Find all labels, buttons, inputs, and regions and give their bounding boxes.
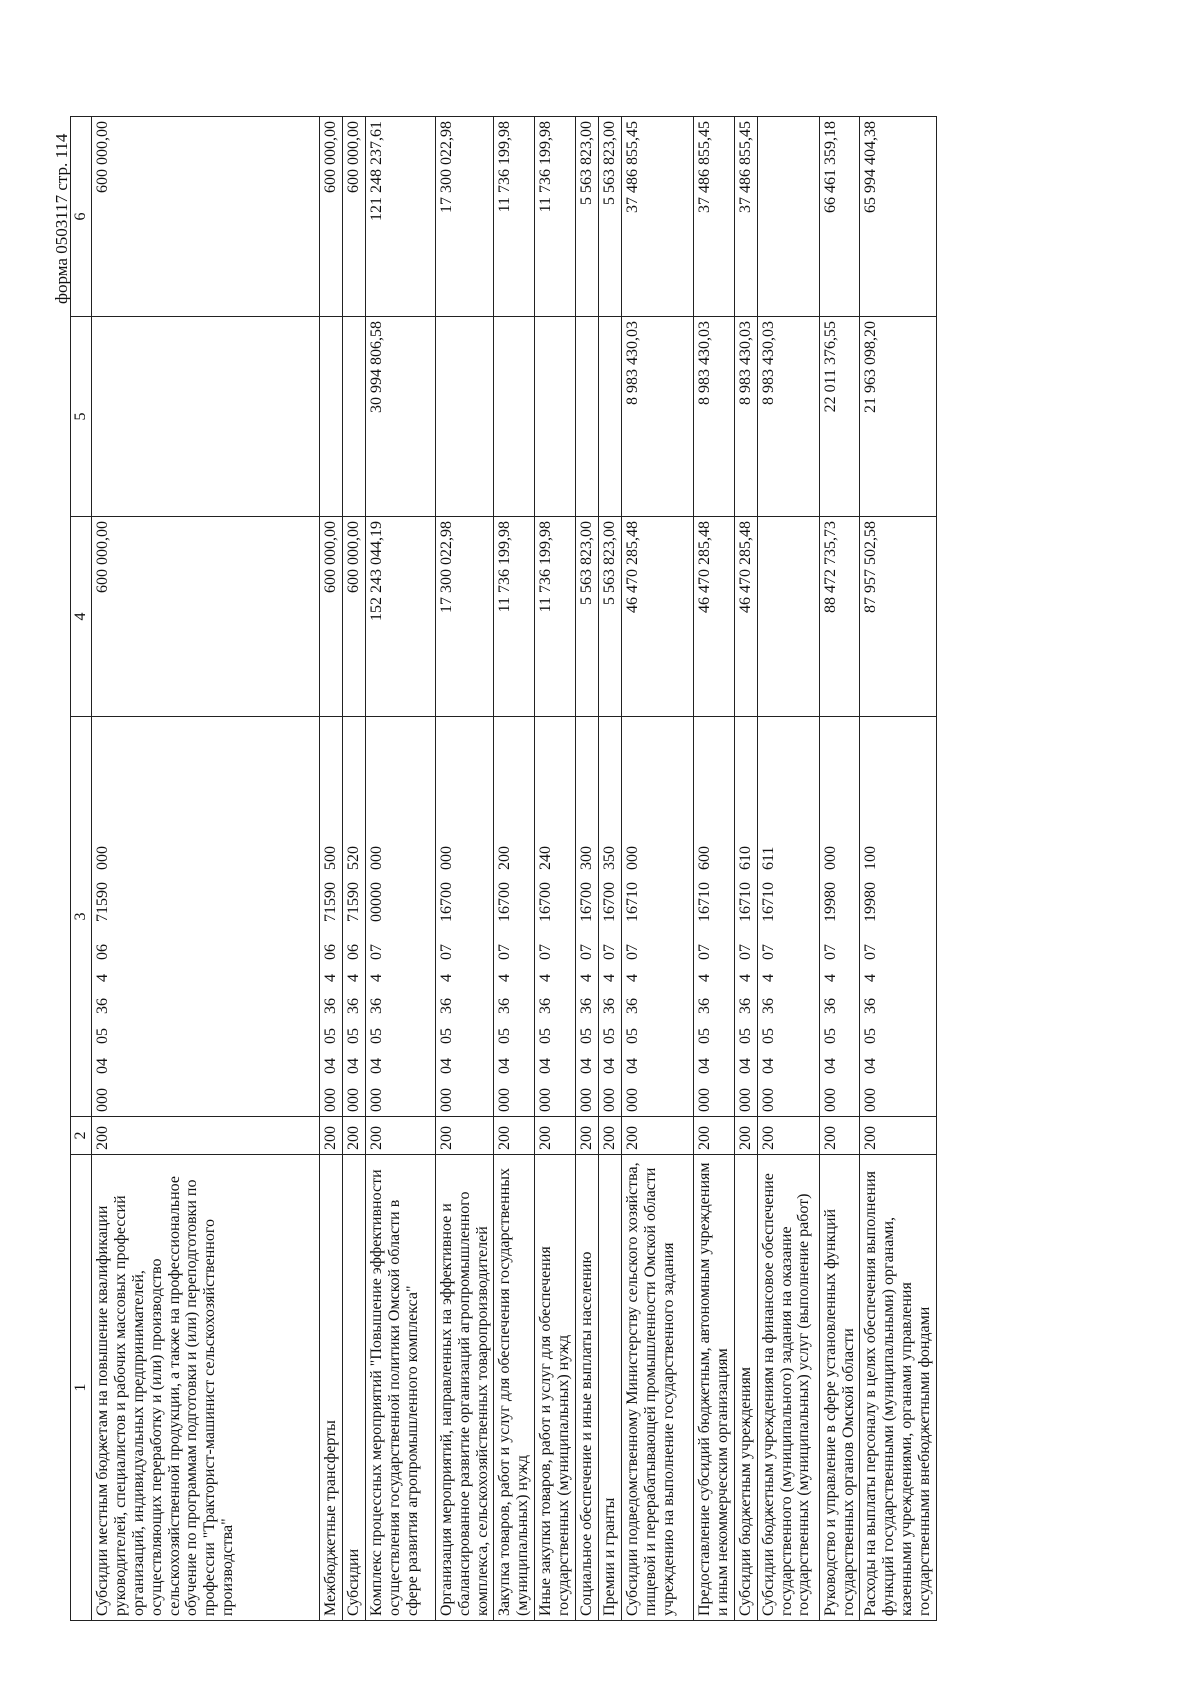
row-budget-code bbox=[621, 717, 693, 1117]
code-part: 36 bbox=[695, 998, 713, 1014]
code-part: 000 bbox=[695, 1088, 713, 1112]
code-part: 16700 bbox=[496, 882, 514, 922]
row-amount-c4: 600 000,00 bbox=[319, 517, 342, 717]
header-col-4: 4 bbox=[71, 517, 92, 717]
code-part: 04 bbox=[695, 1058, 713, 1074]
table-row bbox=[621, 117, 693, 1621]
row-amount-c6: 65 994 404,38 bbox=[860, 117, 937, 317]
row-amount-c4: 600 000,00 bbox=[91, 517, 319, 717]
row-line-code: 200 bbox=[91, 1117, 319, 1155]
code-part: 04 bbox=[578, 1058, 596, 1074]
table-row bbox=[757, 117, 819, 1621]
row-budget-code bbox=[576, 717, 599, 1117]
code-part: 07 bbox=[578, 944, 596, 960]
row-budget-code bbox=[734, 717, 757, 1117]
code-part: 4 bbox=[695, 974, 713, 982]
row-amount-c5: 22 011 376,55 bbox=[819, 317, 860, 517]
code-part: 04 bbox=[321, 1058, 339, 1074]
code-part: 36 bbox=[821, 998, 839, 1014]
table-row bbox=[535, 117, 576, 1621]
code-part: 240 bbox=[537, 846, 555, 870]
code-part: 04 bbox=[437, 1058, 455, 1074]
code-part: 000 bbox=[862, 1088, 880, 1112]
table-row bbox=[319, 117, 342, 1621]
row-name: Расходы на выплаты персоналу в целях обеспечения выполнения функций государственными (муниципальными) органами, казенными учреждениями, органами управления государственными внебюджетными фондами bbox=[860, 1155, 937, 1621]
code-part: 36 bbox=[578, 998, 596, 1014]
row-name: Иные закупки товаров, работ и услуг для обеспечения государственных (муниципальных) нужд bbox=[535, 1155, 576, 1621]
row-amount-c4: 5 563 823,00 bbox=[598, 517, 621, 717]
code-part: 71590 bbox=[321, 882, 339, 922]
code-part: 4 bbox=[736, 974, 754, 982]
header-row bbox=[71, 117, 92, 1621]
code-part: 000 bbox=[367, 1088, 385, 1112]
code-part: 07 bbox=[496, 944, 514, 960]
code-part: 04 bbox=[537, 1058, 555, 1074]
code-part: 07 bbox=[862, 944, 880, 960]
code-part: 000 bbox=[821, 1088, 839, 1112]
code-part: 06 bbox=[93, 944, 111, 960]
row-amount-c4: 17 300 022,98 bbox=[435, 517, 494, 717]
row-budget-code bbox=[757, 717, 819, 1117]
code-part: 05 bbox=[321, 1028, 339, 1044]
row-amount-c4: 600 000,00 bbox=[342, 517, 365, 717]
row-line-code: 200 bbox=[860, 1117, 937, 1155]
row-line-code: 200 bbox=[621, 1117, 693, 1155]
code-part: 36 bbox=[344, 998, 362, 1014]
code-part: 07 bbox=[695, 944, 713, 960]
row-line-code: 200 bbox=[598, 1117, 621, 1155]
row-line-code: 200 bbox=[819, 1117, 860, 1155]
code-part: 71590 bbox=[344, 882, 362, 922]
table-row bbox=[819, 117, 860, 1621]
code-part: 07 bbox=[367, 944, 385, 960]
code-part: 19980 bbox=[862, 882, 880, 922]
code-part: 05 bbox=[496, 1028, 514, 1044]
row-budget-code bbox=[819, 717, 860, 1117]
row-amount-c6: 37 486 855,45 bbox=[693, 117, 734, 317]
header-col-2: 2 bbox=[71, 1117, 92, 1155]
code-part: 4 bbox=[578, 974, 596, 982]
row-amount-c6: 5 563 823,00 bbox=[576, 117, 599, 317]
row-amount-c6: 17 300 022,98 bbox=[435, 117, 494, 317]
code-part: 07 bbox=[759, 944, 777, 960]
code-part: 000 bbox=[736, 1088, 754, 1112]
row-name: Субсидии бюджетным учреждениям bbox=[734, 1155, 757, 1621]
code-part: 07 bbox=[821, 944, 839, 960]
row-budget-code bbox=[535, 717, 576, 1117]
code-part: 05 bbox=[578, 1028, 596, 1044]
code-part: 4 bbox=[821, 974, 839, 982]
table-row bbox=[435, 117, 494, 1621]
code-part: 4 bbox=[537, 974, 555, 982]
row-amount-c4: 5 563 823,00 bbox=[576, 517, 599, 717]
code-part: 000 bbox=[93, 846, 111, 870]
code-part: 000 bbox=[496, 1088, 514, 1112]
code-part: 4 bbox=[623, 974, 641, 982]
code-part: 05 bbox=[344, 1028, 362, 1044]
code-part: 520 bbox=[344, 846, 362, 870]
row-name: Социальное обеспечение и иные выплаты населению bbox=[576, 1155, 599, 1621]
code-part: 000 bbox=[578, 1088, 596, 1112]
code-part: 100 bbox=[862, 846, 880, 870]
row-budget-code bbox=[435, 717, 494, 1117]
row-amount-c6: 600 000,00 bbox=[342, 117, 365, 317]
row-name: Организация мероприятий, направленных на эффективное и сбалансированное развитие организаций агропромышленного комплекса, сельскохозяйственных товаропроизводителей bbox=[435, 1155, 494, 1621]
code-part: 19980 bbox=[821, 882, 839, 922]
row-budget-code bbox=[365, 717, 435, 1117]
row-name: Субсидии бюджетным учреждениям на финансовое обеспечение государственного (муниципального) задания на оказание государственных (муниципальных) услуг (выполнение работ) bbox=[757, 1155, 819, 1621]
table-row bbox=[365, 117, 435, 1621]
code-part: 05 bbox=[736, 1028, 754, 1044]
code-part: 05 bbox=[93, 1028, 111, 1044]
code-part: 07 bbox=[736, 944, 754, 960]
row-amount-c4: 46 470 285,48 bbox=[734, 517, 757, 717]
code-part: 16700 bbox=[578, 882, 596, 922]
table-row bbox=[734, 117, 757, 1621]
row-line-code: 200 bbox=[365, 1117, 435, 1155]
row-amount-c4: 152 243 044,19 bbox=[365, 517, 435, 717]
row-name: Комплекс процессных мероприятий "Повышение эффективности осуществления государственной политики Омской области в сфере развития агропромышленного комплекса" bbox=[365, 1155, 435, 1621]
code-part: 06 bbox=[344, 944, 362, 960]
code-part: 07 bbox=[623, 944, 641, 960]
code-part: 500 bbox=[321, 846, 339, 870]
table-row bbox=[576, 117, 599, 1621]
code-part: 04 bbox=[93, 1058, 111, 1074]
row-budget-code bbox=[342, 717, 365, 1117]
code-part: 05 bbox=[821, 1028, 839, 1044]
row-name: Межбюджетные трансферты bbox=[319, 1155, 342, 1621]
code-part: 16710 bbox=[736, 882, 754, 922]
row-amount-c5 bbox=[598, 317, 621, 517]
row-amount-c6: 11 736 199,98 bbox=[535, 117, 576, 317]
code-part: 16700 bbox=[600, 882, 618, 922]
code-part: 04 bbox=[821, 1058, 839, 1074]
table-row bbox=[860, 117, 937, 1621]
row-budget-code bbox=[319, 717, 342, 1117]
code-part: 05 bbox=[437, 1028, 455, 1044]
row-amount-c4 bbox=[757, 517, 819, 717]
row-amount-c6: 37 486 855,45 bbox=[621, 117, 693, 317]
code-part: 4 bbox=[437, 974, 455, 982]
row-amount-c6: 121 248 237,61 bbox=[365, 117, 435, 317]
budget-table bbox=[70, 116, 937, 1621]
code-part: 16710 bbox=[759, 882, 777, 922]
row-amount-c4: 46 470 285,48 bbox=[693, 517, 734, 717]
code-part: 04 bbox=[344, 1058, 362, 1074]
row-amount-c5: 8 983 430,03 bbox=[757, 317, 819, 517]
code-part: 000 bbox=[623, 846, 641, 870]
row-line-code: 200 bbox=[757, 1117, 819, 1155]
row-amount-c5 bbox=[435, 317, 494, 517]
row-budget-code bbox=[860, 717, 937, 1117]
header-col-5: 5 bbox=[71, 317, 92, 517]
row-amount-c5: 8 983 430,03 bbox=[693, 317, 734, 517]
code-part: 4 bbox=[93, 974, 111, 982]
row-line-code: 200 bbox=[342, 1117, 365, 1155]
code-part: 4 bbox=[344, 974, 362, 982]
code-part: 05 bbox=[600, 1028, 618, 1044]
row-amount-c4: 87 957 502,58 bbox=[860, 517, 937, 717]
row-name: Предоставление субсидий бюджетным, автономным учреждениям и иным некоммерческим организациям bbox=[693, 1155, 734, 1621]
code-part: 000 bbox=[821, 846, 839, 870]
table-row bbox=[494, 117, 535, 1621]
code-part: 4 bbox=[600, 974, 618, 982]
code-part: 611 bbox=[759, 846, 777, 870]
row-amount-c6: 600 000,00 bbox=[91, 117, 319, 317]
row-name: Премии и гранты bbox=[598, 1155, 621, 1621]
row-amount-c5: 8 983 430,03 bbox=[621, 317, 693, 517]
code-part: 36 bbox=[321, 998, 339, 1014]
table-row bbox=[342, 117, 365, 1621]
row-name: Субсидии подведомственному Министерству сельского хозяйства, пищевой и перерабатывающей промышленности Омской области учреждению на выполнение государственного задания bbox=[621, 1155, 693, 1621]
code-part: 05 bbox=[367, 1028, 385, 1044]
row-amount-c6: 11 736 199,98 bbox=[494, 117, 535, 317]
code-part: 05 bbox=[695, 1028, 713, 1044]
code-part: 36 bbox=[862, 998, 880, 1014]
code-part: 36 bbox=[600, 998, 618, 1014]
row-amount-c5 bbox=[494, 317, 535, 517]
code-part: 07 bbox=[537, 944, 555, 960]
code-part: 36 bbox=[623, 998, 641, 1014]
code-part: 16710 bbox=[623, 882, 641, 922]
code-part: 000 bbox=[623, 1088, 641, 1112]
row-amount-c5 bbox=[319, 317, 342, 517]
row-name: Закупка товаров, работ и услуг для обеспечения государственных (муниципальных) нужд bbox=[494, 1155, 535, 1621]
code-part: 000 bbox=[344, 1088, 362, 1112]
code-part: 4 bbox=[862, 974, 880, 982]
row-amount-c6: 37 486 855,45 bbox=[734, 117, 757, 317]
row-amount-c4: 88 472 735,73 bbox=[819, 517, 860, 717]
code-part: 4 bbox=[759, 974, 777, 982]
code-part: 000 bbox=[367, 846, 385, 870]
code-part: 4 bbox=[321, 974, 339, 982]
row-budget-code bbox=[494, 717, 535, 1117]
code-part: 000 bbox=[93, 1088, 111, 1112]
row-amount-c5 bbox=[576, 317, 599, 517]
row-name: Руководство и управление в сфере установленных функций государственных органов Омской области bbox=[819, 1155, 860, 1621]
row-line-code: 200 bbox=[734, 1117, 757, 1155]
row-budget-code bbox=[91, 717, 319, 1117]
row-amount-c4: 11 736 199,98 bbox=[535, 517, 576, 717]
code-part: 000 bbox=[437, 846, 455, 870]
row-name: Субсидии местным бюджетам на повышение квалификации руководителей, специалистов и рабочих массовых профессий организаций, индивидуальных предпринимателей, осуществляющих переработку и (или) производство сельскохозяйственной продукции, а также на профессиональное обучение по программам подготовки и (или) переподготовки по профессии "Тракторист-машинист сельскохозяйственного производства" bbox=[91, 1155, 319, 1621]
code-part: 000 bbox=[321, 1088, 339, 1112]
row-amount-c6 bbox=[757, 117, 819, 317]
table-row bbox=[598, 117, 621, 1621]
code-part: 36 bbox=[736, 998, 754, 1014]
row-line-code: 200 bbox=[535, 1117, 576, 1155]
code-part: 36 bbox=[537, 998, 555, 1014]
code-part: 07 bbox=[437, 944, 455, 960]
code-part: 04 bbox=[623, 1058, 641, 1074]
code-part: 36 bbox=[759, 998, 777, 1014]
code-part: 000 bbox=[537, 1088, 555, 1112]
code-part: 05 bbox=[537, 1028, 555, 1044]
header-col-6: 6 bbox=[71, 117, 92, 317]
row-amount-c6: 5 563 823,00 bbox=[598, 117, 621, 317]
code-part: 36 bbox=[93, 998, 111, 1014]
code-part: 04 bbox=[496, 1058, 514, 1074]
code-part: 04 bbox=[600, 1058, 618, 1074]
code-part: 04 bbox=[759, 1058, 777, 1074]
row-budget-code bbox=[598, 717, 621, 1117]
form-reference: форма 0503117 стр. 114 bbox=[52, 133, 71, 304]
code-part: 04 bbox=[736, 1058, 754, 1074]
row-amount-c5: 21 963 098,20 bbox=[860, 317, 937, 517]
code-part: 610 bbox=[736, 846, 754, 870]
row-budget-code bbox=[693, 717, 734, 1117]
code-part: 000 bbox=[759, 1088, 777, 1112]
code-part: 05 bbox=[759, 1028, 777, 1044]
code-part: 16710 bbox=[695, 882, 713, 922]
code-part: 05 bbox=[862, 1028, 880, 1044]
row-amount-c4: 46 470 285,48 bbox=[621, 517, 693, 717]
code-part: 300 bbox=[578, 846, 596, 870]
row-amount-c5 bbox=[91, 317, 319, 517]
code-part: 16700 bbox=[537, 882, 555, 922]
code-part: 06 bbox=[321, 944, 339, 960]
code-part: 71590 bbox=[93, 882, 111, 922]
code-part: 04 bbox=[862, 1058, 880, 1074]
row-line-code: 200 bbox=[319, 1117, 342, 1155]
code-part: 00000 bbox=[367, 882, 385, 922]
code-part: 4 bbox=[367, 974, 385, 982]
code-part: 04 bbox=[367, 1058, 385, 1074]
code-part: 36 bbox=[437, 998, 455, 1014]
row-line-code: 200 bbox=[494, 1117, 535, 1155]
row-line-code: 200 bbox=[576, 1117, 599, 1155]
table-row bbox=[693, 117, 734, 1621]
code-part: 4 bbox=[496, 974, 514, 982]
header-col-1: 1 bbox=[71, 1155, 92, 1621]
row-line-code: 200 bbox=[693, 1117, 734, 1155]
code-part: 600 bbox=[695, 846, 713, 870]
code-part: 200 bbox=[496, 846, 514, 870]
code-part: 36 bbox=[496, 998, 514, 1014]
row-amount-c6: 66 461 359,18 bbox=[819, 117, 860, 317]
code-part: 350 bbox=[600, 846, 618, 870]
row-amount-c5: 30 994 806,58 bbox=[365, 317, 435, 517]
code-part: 16700 bbox=[437, 882, 455, 922]
row-amount-c5 bbox=[535, 317, 576, 517]
row-amount-c4: 11 736 199,98 bbox=[494, 517, 535, 717]
row-amount-c5 bbox=[342, 317, 365, 517]
header-col-3: 3 bbox=[71, 717, 92, 1117]
code-part: 07 bbox=[600, 944, 618, 960]
row-amount-c5: 8 983 430,03 bbox=[734, 317, 757, 517]
code-part: 05 bbox=[623, 1028, 641, 1044]
row-amount-c6: 600 000,00 bbox=[319, 117, 342, 317]
code-part: 000 bbox=[600, 1088, 618, 1112]
table-row bbox=[91, 117, 319, 1621]
code-part: 000 bbox=[437, 1088, 455, 1112]
row-line-code: 200 bbox=[435, 1117, 494, 1155]
code-part: 36 bbox=[367, 998, 385, 1014]
row-name: Субсидии bbox=[342, 1155, 365, 1621]
